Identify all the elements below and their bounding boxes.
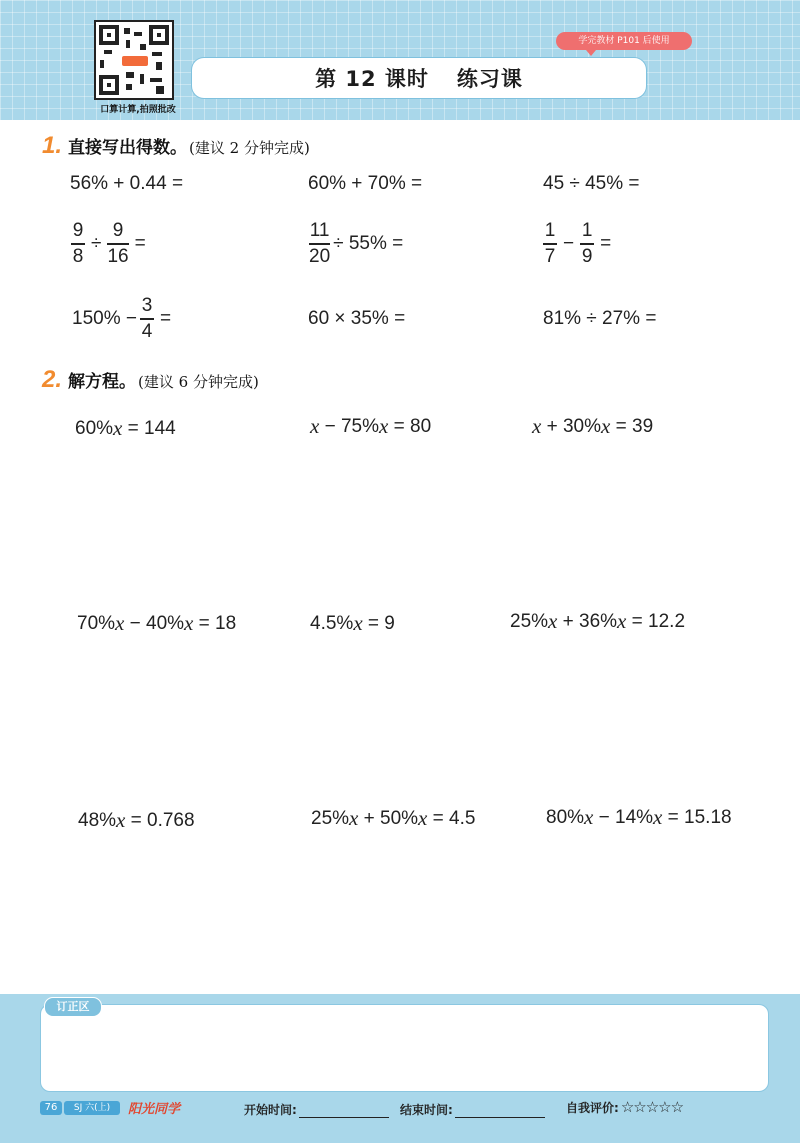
section-1-title: 直接写出得数。 bbox=[68, 138, 188, 158]
fraction bbox=[543, 220, 557, 268]
start-time-label: 开始时间: bbox=[244, 1103, 297, 1117]
qr-finder bbox=[99, 75, 119, 95]
fraction bbox=[580, 220, 594, 268]
qr-caption: 口算计算,拍照批改 bbox=[100, 105, 176, 115]
start-time-line[interactable] bbox=[299, 1105, 389, 1118]
rhs: = 15.18 bbox=[667, 806, 732, 828]
qr-module bbox=[156, 62, 162, 70]
term: − 40% bbox=[129, 612, 185, 634]
numerator: 3 bbox=[141, 295, 153, 316]
section-1-number: 1. bbox=[42, 132, 63, 159]
qr-module bbox=[126, 40, 130, 48]
variable: x bbox=[113, 416, 123, 440]
variable: x bbox=[584, 805, 594, 829]
operator: ÷ bbox=[91, 232, 102, 254]
numerator: 1 bbox=[581, 220, 593, 241]
qr-module bbox=[156, 86, 164, 94]
term: 25% bbox=[311, 807, 350, 829]
variable: x bbox=[418, 806, 428, 830]
qr-finder bbox=[149, 25, 169, 45]
lesson-title: 练习课 bbox=[456, 67, 523, 91]
variable: x bbox=[116, 808, 126, 832]
problem-5 bbox=[306, 220, 403, 268]
equation-8 bbox=[311, 806, 475, 831]
rhs: = 9 bbox=[367, 612, 395, 634]
variable: x bbox=[653, 805, 663, 829]
rhs: = 4.5 bbox=[432, 807, 476, 829]
qr-module bbox=[100, 60, 104, 68]
section-2-hint: (建议 6 分钟完成) bbox=[138, 373, 259, 391]
lesson-title-bar bbox=[192, 58, 646, 98]
numerator: 1 bbox=[544, 220, 556, 241]
equation-1 bbox=[75, 416, 176, 441]
variable: x bbox=[115, 611, 125, 635]
problem-1: 56% + 0.44 = bbox=[70, 173, 184, 194]
problem-2: 60% + 70% = bbox=[308, 173, 423, 194]
fraction bbox=[140, 295, 154, 343]
brand-logo: 阳光同学 bbox=[128, 1102, 181, 1117]
term: 60% bbox=[75, 417, 114, 439]
qr-logo bbox=[122, 56, 148, 66]
equals-sign: = bbox=[159, 307, 172, 329]
star-rating-icon[interactable]: ☆☆☆☆☆ bbox=[620, 1098, 684, 1116]
section-1-heading bbox=[42, 132, 310, 160]
term: + 36% bbox=[562, 610, 618, 632]
term: − 75% bbox=[324, 415, 380, 437]
problem-4 bbox=[68, 220, 149, 268]
qr-module bbox=[134, 32, 142, 36]
numerator: 11 bbox=[309, 220, 330, 241]
qr-module bbox=[126, 84, 132, 90]
section-1-hint: (建议 2 分钟完成) bbox=[189, 139, 310, 157]
fraction bbox=[309, 220, 330, 268]
term: 4.5% bbox=[310, 612, 354, 634]
variable: x bbox=[379, 414, 389, 438]
problem-6 bbox=[540, 220, 614, 268]
edition-badge: SJ 六(上) bbox=[64, 1101, 120, 1115]
usage-tag: 学完教材 P101 后使用 bbox=[556, 32, 692, 50]
equation-5 bbox=[310, 611, 395, 636]
variable: x bbox=[548, 609, 558, 633]
equation-4 bbox=[77, 611, 236, 636]
rhs: = 0.768 bbox=[130, 809, 195, 831]
expression-start: 150% − bbox=[72, 307, 137, 329]
term: 80% bbox=[546, 806, 585, 828]
qr-module bbox=[124, 28, 130, 34]
operator: − bbox=[563, 232, 575, 254]
term: + 50% bbox=[363, 807, 419, 829]
rhs: = 18 bbox=[198, 612, 237, 634]
rhs: = 39 bbox=[615, 415, 654, 437]
section-2-title: 解方程。 bbox=[68, 372, 137, 392]
correction-area[interactable] bbox=[40, 1004, 769, 1092]
variable: x bbox=[532, 414, 542, 438]
start-time-field[interactable] bbox=[244, 1101, 389, 1118]
variable: x bbox=[617, 609, 627, 633]
fraction bbox=[107, 220, 128, 268]
qr-module bbox=[140, 74, 144, 84]
rhs: = 144 bbox=[127, 417, 176, 439]
qr-code[interactable] bbox=[94, 20, 174, 100]
section-2-number: 2. bbox=[42, 366, 63, 393]
term: 70% bbox=[77, 612, 116, 634]
end-time-label: 结束时间: bbox=[400, 1103, 453, 1117]
variable: x bbox=[349, 806, 359, 830]
equation-9 bbox=[546, 805, 732, 830]
denominator: 7 bbox=[544, 245, 556, 267]
section-2-heading bbox=[42, 366, 259, 394]
numerator: 9 bbox=[72, 220, 84, 241]
variable: x bbox=[310, 414, 320, 438]
end-time-line[interactable] bbox=[455, 1105, 545, 1118]
term: 25% bbox=[510, 610, 549, 632]
equation-2 bbox=[310, 414, 431, 439]
equation-3 bbox=[532, 414, 653, 439]
end-time-field[interactable] bbox=[400, 1101, 545, 1118]
variable: x bbox=[184, 611, 194, 635]
qr-module bbox=[104, 50, 112, 54]
correction-label: 订正区 bbox=[44, 997, 102, 1017]
problem-7 bbox=[72, 295, 174, 343]
problem-8: 60 × 35% = bbox=[308, 308, 406, 329]
qr-module bbox=[150, 78, 162, 82]
variable: x bbox=[353, 611, 363, 635]
rhs: = 80 bbox=[393, 415, 432, 437]
equation-6 bbox=[510, 609, 685, 634]
term: + 30% bbox=[546, 415, 602, 437]
problem-9: 81% ÷ 27% = bbox=[543, 308, 657, 329]
denominator: 8 bbox=[72, 245, 84, 267]
term: − 14% bbox=[598, 806, 654, 828]
lesson-number: 第 12 课时 bbox=[315, 67, 429, 91]
qr-module bbox=[126, 72, 134, 78]
problem-3: 45 ÷ 45% = bbox=[543, 173, 640, 194]
equals-sign: = bbox=[134, 232, 146, 254]
fraction bbox=[71, 220, 85, 268]
denominator: 9 bbox=[581, 245, 593, 267]
numerator: 9 bbox=[112, 220, 124, 241]
denominator: 16 bbox=[107, 245, 129, 267]
equation-7 bbox=[78, 808, 195, 833]
page-number: 76 bbox=[40, 1101, 62, 1115]
qr-module bbox=[152, 52, 162, 56]
expression-rest: ÷ 55% = bbox=[333, 232, 404, 254]
term: 48% bbox=[78, 809, 117, 831]
variable: x bbox=[601, 414, 611, 438]
qr-module bbox=[140, 44, 146, 50]
rhs: = 12.2 bbox=[631, 610, 686, 632]
equals-sign: = bbox=[600, 232, 612, 254]
denominator: 20 bbox=[309, 245, 331, 267]
self-eval-field bbox=[566, 1098, 683, 1116]
self-eval-label: 自我评价: bbox=[566, 1101, 619, 1115]
denominator: 4 bbox=[141, 320, 153, 342]
qr-finder bbox=[99, 25, 119, 45]
